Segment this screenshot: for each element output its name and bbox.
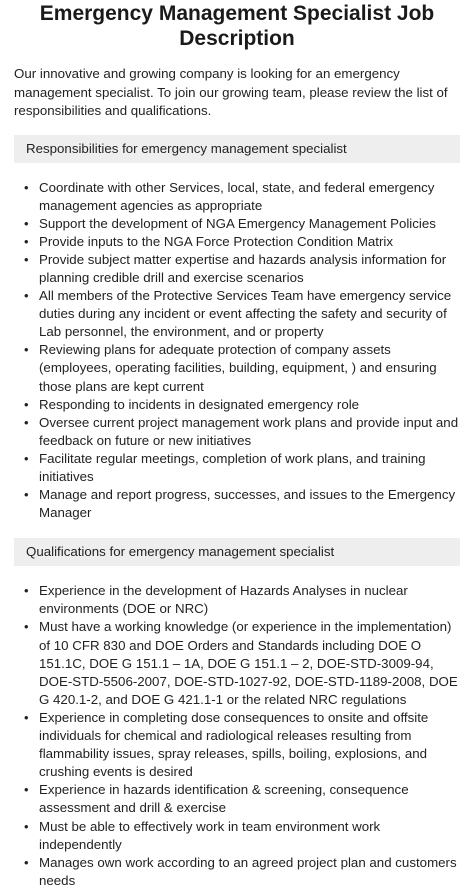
bullet-icon: • — [24, 782, 29, 798]
list-item-text: Coordinate with other Services, local, state, and federal emergency management agencies as appropriate — [39, 179, 435, 213]
list-item-text: All members of the Protective Services Team have emergency service duties during any incident or event affecting the safety and security of Lab personnel, the environment, and or property — [39, 288, 452, 340]
bullet-icon: • — [24, 709, 29, 725]
job-description-page — [0, 1, 474, 890]
list-item — [24, 854, 460, 890]
bullet-icon: • — [24, 854, 29, 870]
list-item — [24, 450, 460, 486]
responsibilities-header: Responsibilities for emergency management specialist — [14, 135, 460, 163]
bullet-icon: • — [24, 179, 29, 195]
bullet-icon: • — [24, 619, 29, 635]
bullet-icon: • — [24, 414, 29, 430]
list-item-text: Facilitate regular meetings, completion of work plans, and training initiatives — [39, 450, 426, 484]
list-item-text: Responding to incidents in designated emergency role — [39, 396, 360, 412]
list-item — [24, 233, 460, 251]
responsibilities-list — [14, 179, 460, 523]
bullet-icon: • — [24, 233, 29, 249]
list-item — [24, 287, 460, 341]
list-item-text: Experience in completing dose consequences to onsite and offsite individuals for chemical and radiological releases resulting from flammability issues, spray releases, spills, boiling, explosions, and crushing events is desired — [39, 709, 429, 780]
list-item-text: Experience in the development of Hazards Analyses in nuclear environments (DOE or NRC) — [39, 583, 408, 617]
list-item-text: Reviewing plans for adequate protection of company assets (employees, operating facilities, building, equipment, ) and ensuring those plans are kept current — [39, 342, 437, 394]
list-item-text: Provide inputs to the NGA Force Protection Condition Matrix — [39, 233, 394, 249]
list-item-text: Must have a working knowledge (or experience in the implementation) of 10 CFR 830 and DOE Orders and Standards including DOE O 151.1C, DOE G 151.1 – 1A, DOE G 151.1 – 2, DOE-STD-3009-94, DOE-STD-5506-2007, DOE-STD-1027-92, DOE-STD-1189-2008, DOE G 420.1-2, and DOE G 421.1-1 or the related NRC regulations — [39, 619, 458, 707]
list-item — [24, 414, 460, 450]
bullet-icon: • — [24, 818, 29, 834]
bullet-icon: • — [24, 288, 29, 304]
list-item-text: Must be able to effectively work in team environment work independently — [39, 818, 381, 852]
list-item — [24, 341, 460, 395]
list-item — [24, 486, 460, 522]
list-item — [24, 709, 460, 781]
list-item — [24, 251, 460, 287]
bullet-icon: • — [24, 450, 29, 466]
list-item — [24, 396, 460, 414]
qualifications-header: Qualifications for emergency management specialist — [14, 538, 460, 566]
bullet-icon: • — [24, 342, 29, 358]
list-item — [24, 618, 460, 708]
list-item-text: Oversee current project management work plans and provide input and feedback on future or new initiatives — [39, 414, 459, 448]
list-item — [24, 215, 460, 233]
list-item — [24, 818, 460, 854]
list-item — [24, 582, 460, 618]
list-item — [24, 781, 460, 817]
qualifications-list — [14, 582, 460, 890]
list-item-text: Provide subject matter expertise and hazards analysis information for planning credible drill and exercise scenarios — [39, 251, 447, 285]
list-item-text: Manages own work according to an agreed project plan and customers needs — [39, 854, 457, 888]
intro-paragraph: Our innovative and growing company is looking for an emergency management specialist. To join our growing team, please review the list of responsibilities and qualifications. — [14, 66, 448, 118]
bullet-icon: • — [24, 583, 29, 599]
bullet-icon: • — [24, 215, 29, 231]
bullet-icon: • — [24, 487, 29, 503]
list-item-text: Support the development of NGA Emergency Management Policies — [39, 215, 436, 231]
bullet-icon: • — [24, 251, 29, 267]
page-title: Emergency Management Specialist Job Description — [39, 2, 435, 50]
bullet-icon: • — [24, 396, 29, 412]
list-item-text: Experience in hazards identification & screening, consequence assessment and drill & exercise — [39, 782, 409, 816]
list-item — [24, 179, 460, 215]
list-item-text: Manage and report progress, successes, and issues to the Emergency Manager — [39, 487, 456, 521]
